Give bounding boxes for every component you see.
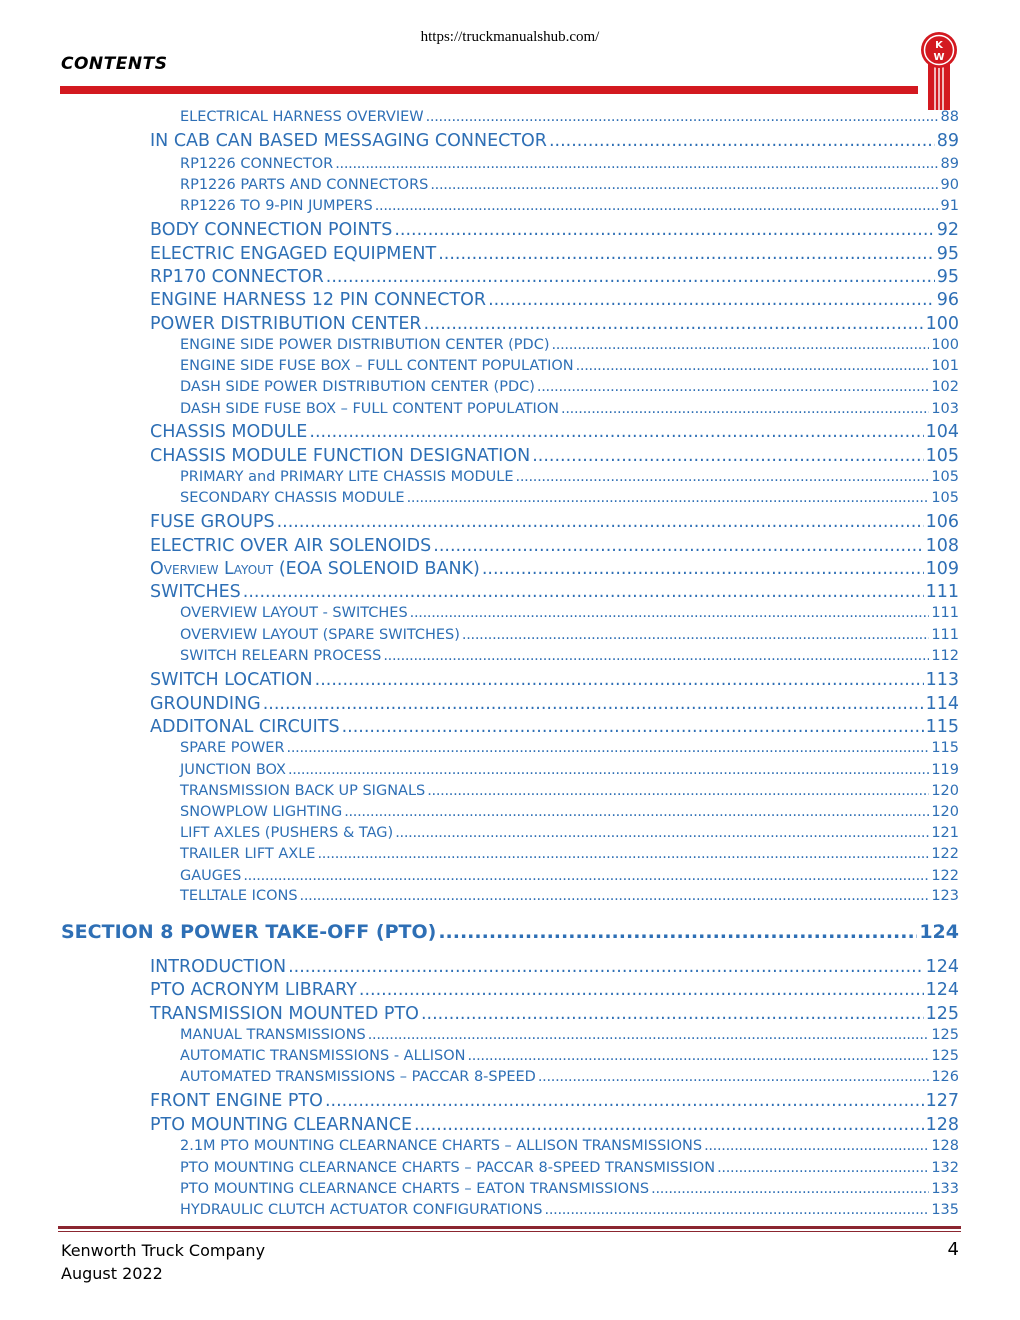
toc-entry-page: 111 <box>925 582 959 602</box>
toc-entry-title: POWER DISTRIBUTION CENTER <box>150 314 422 334</box>
toc-entry-title: ELECTRIC OVER AIR SOLENOIDS <box>150 536 432 556</box>
toc-entry-page: 113 <box>925 670 959 690</box>
toc-entry[interactable] <box>150 220 959 240</box>
toc-entry[interactable] <box>150 1004 959 1024</box>
dot-leader <box>438 244 935 264</box>
toc-entry-title: SWITCH RELEARN PROCESS <box>180 648 382 664</box>
toc-entry-page: 101 <box>931 358 959 374</box>
toc-entry-page: 102 <box>931 379 959 395</box>
toc-entry-title: 2.1M PTO MOUNTING CLEARNANCE CHARTS – ALLISON TRANSMISSIONS <box>180 1138 703 1154</box>
toc-entry-page: 123 <box>931 888 959 904</box>
toc-entry[interactable] <box>180 627 959 643</box>
toc-entry-title: BODY CONNECTION POINTS <box>150 220 393 240</box>
dot-leader <box>287 740 930 756</box>
toc-entry-page: 120 <box>931 783 959 799</box>
toc-entry[interactable] <box>150 512 959 532</box>
dot-leader <box>315 670 924 690</box>
toc-entry-page: 135 <box>931 1202 959 1218</box>
toc-entry-title: HYDRAULIC CLUTCH ACTUATOR CONFIGURATIONS <box>180 1202 543 1218</box>
dot-leader <box>482 559 924 579</box>
dot-leader <box>430 177 938 193</box>
toc-entry[interactable] <box>180 109 959 125</box>
footer-rule <box>58 1226 961 1229</box>
toc-entry-title: INTRODUCTION <box>150 957 287 977</box>
toc-entry-title: OVERVIEW LAYOUT - SWITCHES <box>180 605 408 621</box>
toc-entry[interactable] <box>150 536 959 556</box>
toc-entry-title: SECONDARY CHASSIS MODULE <box>180 490 405 506</box>
dot-leader <box>368 1027 930 1043</box>
toc-entry-page: 114 <box>925 694 959 714</box>
dot-leader <box>545 1202 930 1218</box>
toc-entry-title: PTO MOUNTING CLEARNANCE CHARTS – PACCAR 8-SPEED TRANSMISSION <box>180 1160 716 1176</box>
toc-entry[interactable] <box>150 670 959 690</box>
dot-leader <box>359 980 924 1000</box>
dot-leader <box>414 1115 924 1135</box>
toc-entry-page: 103 <box>931 401 959 417</box>
dot-leader <box>717 1160 929 1176</box>
toc-entry[interactable] <box>150 980 959 1000</box>
toc-entry-page: 111 <box>931 627 959 643</box>
toc-entry[interactable] <box>180 1202 959 1218</box>
dot-leader <box>532 446 923 466</box>
toc-entry-title: AUTOMATED TRANSMISSIONS – PACCAR 8-SPEED <box>180 1069 536 1085</box>
page-title: CONTENTS <box>61 54 168 74</box>
dot-leader <box>426 109 939 125</box>
dot-leader <box>342 717 924 737</box>
dot-leader <box>549 131 935 151</box>
dot-leader <box>288 762 929 778</box>
dot-leader <box>309 422 923 442</box>
dot-leader <box>317 846 929 862</box>
toc-entry-page: 125 <box>931 1048 959 1064</box>
toc-entry[interactable] <box>150 446 959 466</box>
source-url: https://truckmanualshub.com/ <box>420 29 600 45</box>
dot-leader <box>263 694 924 714</box>
toc-entry-page: 125 <box>925 1004 959 1024</box>
toc-entry-title: DASH SIDE FUSE BOX – FULL CONTENT POPULATION <box>180 401 560 417</box>
toc-entry[interactable] <box>180 198 959 214</box>
toc-entry-title: ENGINE HARNESS 12 PIN CONNECTOR <box>150 290 487 310</box>
dot-leader <box>538 1069 929 1085</box>
toc-entry-title: LIFT AXLES (PUSHERS & TAG) <box>180 825 394 841</box>
toc-entry-page: 122 <box>931 868 959 884</box>
toc-entry-page: 128 <box>931 1138 959 1154</box>
toc-entry-title: TRANSMISSION BACK UP SIGNALS <box>180 783 426 799</box>
dot-leader <box>576 358 930 374</box>
toc-entry[interactable] <box>150 422 959 442</box>
toc-entry[interactable] <box>180 337 959 353</box>
dot-leader <box>335 156 938 172</box>
toc-entry[interactable] <box>180 783 959 799</box>
toc-entry-title: RP1226 PARTS AND CONNECTORS <box>180 177 429 193</box>
toc-entry-title: DASH SIDE POWER DISTRIBUTION CENTER (PDC) <box>180 379 535 395</box>
toc-entry-page: 100 <box>925 314 959 334</box>
svg-text:K: K <box>935 40 943 51</box>
toc-entry[interactable] <box>150 314 959 334</box>
toc-entry[interactable] <box>180 469 959 485</box>
toc-entry-page: 112 <box>931 648 959 664</box>
toc-entry-title: PTO ACRONYM LIBRARY <box>150 980 357 1000</box>
toc-entry-page: 95 <box>936 267 959 287</box>
dot-leader <box>488 290 935 310</box>
dot-leader <box>410 605 930 621</box>
toc-entry-title: RP170 CONNECTOR <box>150 267 324 287</box>
footer-date: August 2022 <box>61 1264 163 1283</box>
toc-entry[interactable] <box>180 1160 959 1176</box>
toc-entry[interactable] <box>180 156 959 172</box>
toc-section-heading[interactable] <box>61 921 959 943</box>
dot-leader <box>537 379 929 395</box>
toc-entry-title: FUSE GROUPS <box>150 512 275 532</box>
toc-entry[interactable] <box>150 131 959 151</box>
toc-entry-page: 127 <box>925 1091 959 1111</box>
toc-entry-title: GROUNDING <box>150 694 261 714</box>
toc-entry-title: ELECTRICAL HARNESS OVERVIEW <box>180 109 424 125</box>
toc-entry-page: 132 <box>931 1160 959 1176</box>
dot-leader <box>468 1048 930 1064</box>
toc-entry-title: ENGINE SIDE POWER DISTRIBUTION CENTER (PDC) <box>180 337 550 353</box>
toc-entry-title: OVERVIEW LAYOUT (SPARE SWITCHES) <box>180 627 460 643</box>
toc-entry[interactable] <box>180 868 959 884</box>
toc-entry[interactable] <box>180 401 959 417</box>
toc-entry[interactable] <box>150 290 959 310</box>
toc-entry-page: 105 <box>931 469 959 485</box>
toc-entry-title: ADDITONAL CIRCUITS <box>150 717 340 737</box>
toc-entry-page: 104 <box>925 422 959 442</box>
page-number: 4 <box>947 1239 959 1260</box>
dot-leader <box>433 536 923 556</box>
toc-entry[interactable] <box>180 1048 959 1064</box>
toc-entry-title: TRAILER LIFT AXLE <box>180 846 316 862</box>
toc-entry[interactable] <box>180 1027 959 1043</box>
toc-entry[interactable] <box>180 605 959 621</box>
toc-entry-title: ELECTRIC ENGAGED EQUIPMENT <box>150 244 437 264</box>
toc-entry-title: PRIMARY and PRIMARY LITE CHASSIS MODULE <box>180 469 514 485</box>
dot-leader <box>326 267 935 287</box>
toc-entry-page: 100 <box>931 337 959 353</box>
toc-entry[interactable] <box>150 559 959 579</box>
toc-entry[interactable] <box>150 1091 959 1111</box>
dot-leader <box>704 1138 929 1154</box>
toc-entry[interactable] <box>180 762 959 778</box>
dot-leader <box>438 921 917 943</box>
toc-entry[interactable] <box>180 177 959 193</box>
toc-entry-page: 95 <box>936 244 959 264</box>
toc-entry-page: 108 <box>925 536 959 556</box>
dot-leader <box>243 582 924 602</box>
toc-entry-page: 124 <box>925 980 959 1000</box>
dot-leader <box>427 783 929 799</box>
toc-entry-title: SNOWPLOW LIGHTING <box>180 804 343 820</box>
toc-entry-page: 89 <box>940 156 959 172</box>
toc-entry-title: RP1226 CONNECTOR <box>180 156 334 172</box>
toc-entry-page: 88 <box>940 109 959 125</box>
toc-entry-title: FRONT ENGINE PTO <box>150 1091 323 1111</box>
toc-entry-page: 115 <box>931 740 959 756</box>
toc-entry-page: 105 <box>925 446 959 466</box>
toc-entry-title: JUNCTION BOX <box>180 762 286 778</box>
toc-entry[interactable] <box>150 717 959 737</box>
toc-entry-page: 111 <box>931 605 959 621</box>
toc-entry-page: 124 <box>919 921 959 943</box>
toc-entry[interactable] <box>180 648 959 664</box>
toc-entry[interactable] <box>180 825 959 841</box>
toc-entry-page: 128 <box>925 1115 959 1135</box>
toc-entry[interactable] <box>180 888 959 904</box>
toc-entry-title: AUTOMATIC TRANSMISSIONS - ALLISON <box>180 1048 466 1064</box>
dot-leader <box>424 314 924 334</box>
toc-entry-page: 90 <box>940 177 959 193</box>
dot-leader <box>344 804 929 820</box>
toc-entry-page: 119 <box>931 762 959 778</box>
header-rule <box>60 86 918 94</box>
dot-leader <box>561 401 929 417</box>
toc-entry-page: 91 <box>940 198 959 214</box>
toc-entry-page: 120 <box>931 804 959 820</box>
toc-entry-page: 133 <box>931 1181 959 1197</box>
toc-entry-title: Overview Layout (EOA SOLENOID BANK) <box>150 559 480 579</box>
toc-entry[interactable] <box>180 358 959 374</box>
toc-entry-title: TRANSMISSION MOUNTED PTO <box>150 1004 419 1024</box>
toc-entry-title: GAUGES <box>180 868 242 884</box>
dot-leader <box>395 825 929 841</box>
kenworth-logo-icon <box>919 30 959 110</box>
toc-entry[interactable] <box>150 1115 959 1135</box>
toc-entry-title: PTO MOUNTING CLEARNANCE CHARTS – EATON TRANSMISSIONS <box>180 1181 650 1197</box>
dot-leader <box>300 888 930 904</box>
dot-leader <box>277 512 924 532</box>
toc-entry-page: 124 <box>925 957 959 977</box>
dot-leader <box>375 198 939 214</box>
toc-entry-title: CHASSIS MODULE <box>150 422 308 442</box>
dot-leader <box>394 220 934 240</box>
toc-entry-page: 105 <box>931 490 959 506</box>
dot-leader <box>407 490 930 506</box>
toc-entry[interactable] <box>180 846 959 862</box>
toc-entry-title: RP1226 TO 9-PIN JUMPERS <box>180 198 373 214</box>
toc-entry-page: 122 <box>931 846 959 862</box>
dot-leader <box>383 648 929 664</box>
toc-entry-title: SPARE POWER <box>180 740 285 756</box>
toc-entry-title: MANUAL TRANSMISSIONS <box>180 1027 366 1043</box>
toc-entry-page: 92 <box>936 220 959 240</box>
dot-leader <box>651 1181 929 1197</box>
toc-entry-title: CHASSIS MODULE FUNCTION DESIGNATION <box>150 446 531 466</box>
footer-company: Kenworth Truck Company <box>61 1241 266 1260</box>
dot-leader <box>462 627 929 643</box>
toc-entry[interactable] <box>180 1181 959 1197</box>
toc-entry[interactable] <box>150 694 959 714</box>
toc-entry-page: 125 <box>931 1027 959 1043</box>
toc-entry-page: 126 <box>931 1069 959 1085</box>
toc-entry-title: SWITCHES <box>150 582 241 602</box>
dot-leader <box>325 1091 924 1111</box>
toc-entry-page: 109 <box>925 559 959 579</box>
dot-leader <box>552 337 930 353</box>
toc-entry[interactable] <box>150 267 959 287</box>
toc-entry-page: 106 <box>925 512 959 532</box>
toc-entry[interactable] <box>180 379 959 395</box>
toc-entry-title: SECTION 8 POWER TAKE-OFF (PTO) <box>61 921 437 943</box>
toc-entry-page: 96 <box>936 290 959 310</box>
toc-entry-title: SWITCH LOCATION <box>150 670 313 690</box>
toc-entry-title: TELLTALE ICONS <box>180 888 298 904</box>
dot-leader <box>516 469 930 485</box>
dot-leader <box>288 957 923 977</box>
svg-text:W: W <box>933 52 945 63</box>
toc-entry-page: 89 <box>936 131 959 151</box>
toc-entry-title: ENGINE SIDE FUSE BOX – FULL CONTENT POPULATION <box>180 358 574 374</box>
toc-entry[interactable] <box>150 957 959 977</box>
toc-entry[interactable] <box>180 1138 959 1154</box>
toc-entry[interactable] <box>150 244 959 264</box>
toc-entry-page: 115 <box>925 717 959 737</box>
toc-entry[interactable] <box>180 804 959 820</box>
toc-entry-title: IN CAB CAN BASED MESSAGING CONNECTOR <box>150 131 547 151</box>
toc-entry-page: 121 <box>931 825 959 841</box>
dot-leader <box>243 868 929 884</box>
toc-entry[interactable] <box>180 1069 959 1085</box>
toc-entry[interactable] <box>150 582 959 602</box>
dot-leader <box>421 1004 924 1024</box>
footer-rule-thin <box>58 1231 961 1232</box>
toc-entry[interactable] <box>180 490 959 506</box>
toc-entry-title: PTO MOUNTING CLEARNANCE <box>150 1115 413 1135</box>
toc-entry[interactable] <box>180 740 959 756</box>
